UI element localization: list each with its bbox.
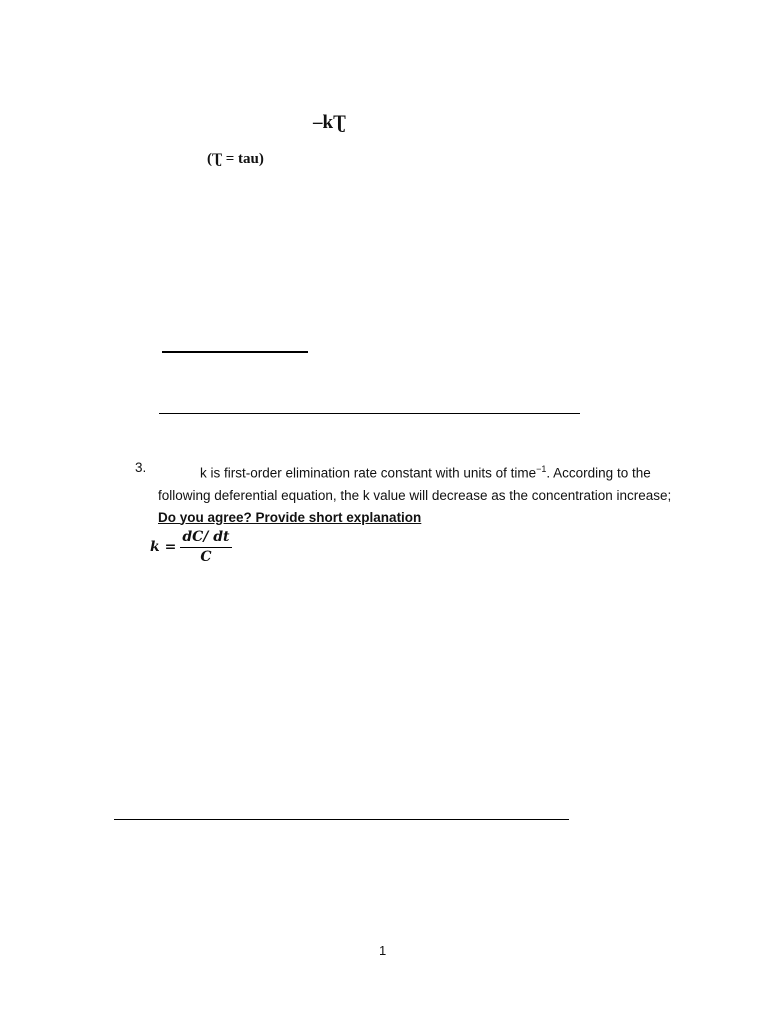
- question-text-part1: k is first-order elimination rate constant with units of time: [200, 465, 537, 481]
- question-text: [158, 458, 678, 529]
- question-superscript: −1: [536, 464, 547, 474]
- formula-numerator: dC/ dt: [182, 529, 230, 545]
- tau-note: (Ʈ = tau): [207, 151, 264, 167]
- question-prompt: Do you agree? Provide short explanation: [158, 509, 422, 525]
- rate-constant-formula: [150, 529, 232, 565]
- page-number: 1: [379, 943, 387, 958]
- answer-line-bottom: [114, 819, 569, 820]
- question-number: 3.: [135, 460, 147, 475]
- formula-fraction: [180, 529, 231, 565]
- answer-line: [159, 413, 580, 414]
- formula-lhs: k =: [150, 539, 177, 555]
- question-text-part2: . According to the following deferential equation, the k value will decrease as the concentration increase;: [158, 465, 672, 503]
- answer-line-short: [162, 351, 308, 353]
- formula-denominator: C: [200, 549, 212, 565]
- exponent-term: –kƮ: [313, 112, 346, 133]
